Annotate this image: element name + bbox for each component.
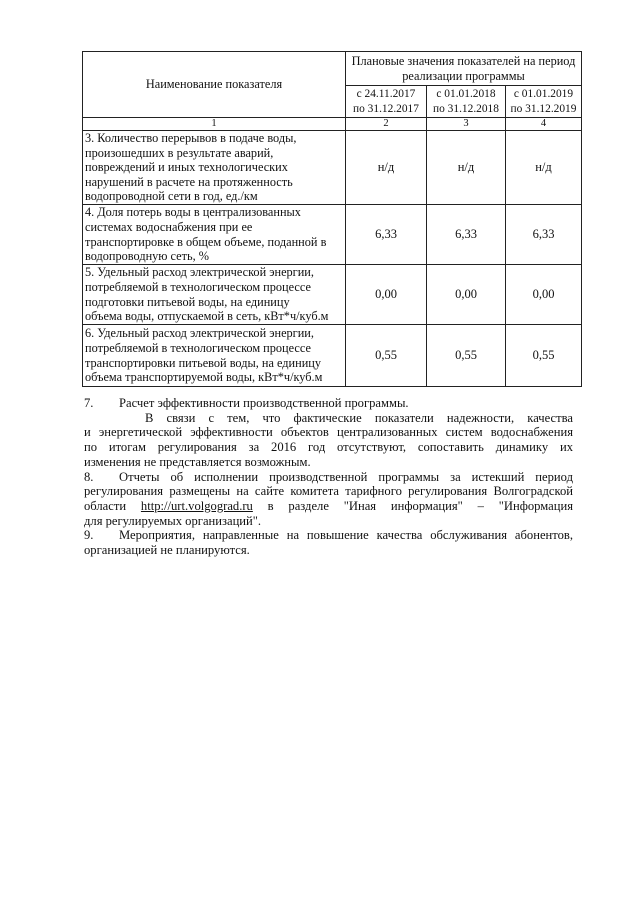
table-header-row — [83, 52, 582, 86]
section-7-line: изменения не представляется возможным. — [84, 454, 311, 469]
indicator-value: 0,00 — [346, 265, 427, 325]
volgograd-urt-link[interactable]: http://urt.volgograd.ru — [140, 498, 253, 513]
section-9-first-line: 9. Мероприятия, направленные на повышение качества обслуживания абонентов, — [84, 528, 573, 543]
section-9-line: организацией не планируются. — [84, 543, 250, 558]
indicator-description: 5. Удельный расход электрической энергии, потребляемой в технологическом процессе подготовки питьевой воды, на единицу объема воды, отпускаемой в сеть, кВт*ч/куб.м — [83, 265, 346, 325]
indicator-value: 0,00 — [427, 265, 506, 325]
indicator-description: 3. Количество перерывов в подаче воды, произошедших в результате аварий, повреждений и иных технологических нарушений в расчете на протяженность водопроводной сети в год, ед./км — [83, 131, 346, 205]
section-8-line: области http://urt.volgograd.ru в разделе "Иная информация" – "Информация — [84, 498, 574, 513]
column-number: 1 — [83, 118, 346, 131]
table-row — [83, 325, 582, 387]
section-7-heading: 7. Расчет эффективности производственной программы. — [84, 396, 409, 410]
table-row — [83, 131, 582, 205]
column-number: 2 — [346, 118, 427, 131]
section-7-line: по итогам регулирования за 2016 год отсутствуют, сопоставить динамику их — [84, 440, 573, 455]
indicator-value: 6,33 — [427, 205, 506, 265]
indicator-value: 6,33 — [346, 205, 427, 265]
indicator-value: 6,33 — [506, 205, 582, 265]
indicators-table — [82, 51, 582, 387]
column-number: 4 — [506, 118, 582, 131]
indicator-value: н/д — [427, 131, 506, 205]
section-8-line: регулирования размещены на сайте комитета тарифного регулирования Волгоградской — [84, 484, 573, 499]
section-7-line: В связи с тем, что фактические показатели надежности, качества — [145, 410, 573, 425]
indicator-value: 0,55 — [346, 325, 427, 387]
header-planned-values: Плановые значения показателей на период реализации программы — [346, 52, 582, 86]
table-row — [83, 265, 582, 325]
section-8-line: для регулируемых организаций". — [84, 513, 262, 528]
section-7-line: и энергетической эффективности объектов централизованных систем водоснабжения — [84, 425, 573, 440]
indicator-value: н/д — [346, 131, 427, 205]
section-number: 8. — [84, 469, 94, 484]
column-number: 3 — [427, 118, 506, 131]
period-2019: с 01.01.2019 по 31.12.2019 — [506, 86, 582, 118]
indicator-value: 0,55 — [506, 325, 582, 387]
header-indicator-name: Наименование показателя — [83, 52, 346, 118]
indicator-value: 0,00 — [506, 265, 582, 325]
column-number-row — [83, 118, 582, 131]
indicator-description: 4. Доля потерь воды в централизованных системах водоснабжения при ее транспортировке в общем объеме, поданной в водопроводную сеть, % — [83, 205, 346, 265]
section-8-first-line: 8. Отчеты об исполнении производственной программы за истекший период — [84, 469, 573, 484]
indicator-value: 0,55 — [427, 325, 506, 387]
table-row — [83, 205, 582, 265]
section-number: 9. — [84, 528, 94, 543]
period-2018: с 01.01.2018 по 31.12.2018 — [427, 86, 506, 118]
section-number: 7. — [84, 396, 94, 410]
body-text — [84, 396, 574, 558]
indicator-description: 6. Удельный расход электрической энергии, потребляемой в технологическом процессе транспортировки питьевой воды, на единицу объема транспортируемой воды, кВт*ч/куб.м — [83, 325, 346, 387]
period-2017: с 24.11.2017 по 31.12.2017 — [346, 86, 427, 118]
indicator-value: н/д — [506, 131, 582, 205]
